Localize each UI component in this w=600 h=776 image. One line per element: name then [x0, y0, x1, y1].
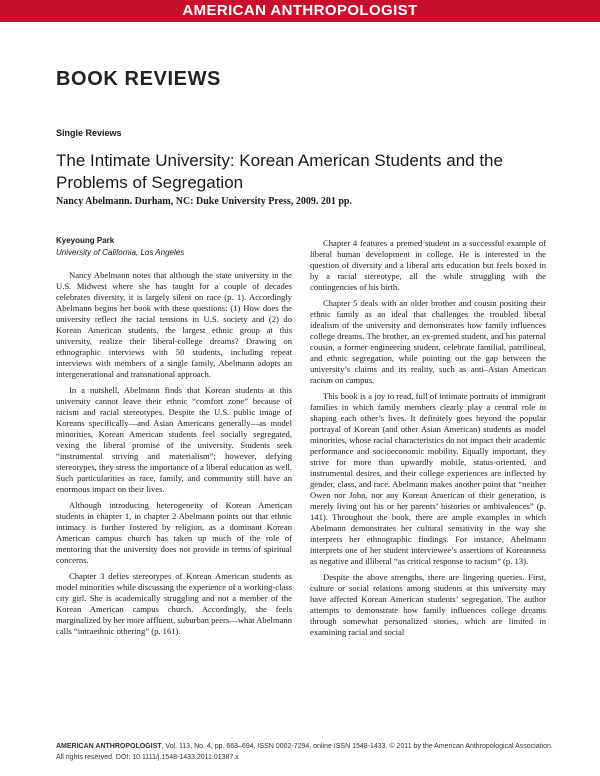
subsection-heading: Single Reviews — [56, 128, 122, 138]
reviewer-affiliation: University of California, Los Angeles — [56, 248, 185, 257]
left-column — [56, 270, 292, 642]
body-paragraph: Chapter 3 defies stereotypes of Korean American students as model minorities while discussing the experience of a working-class city girl. She is academically struggling and not a member of the Korean American campus church. Accordingly, she feels marginalized by her more affluent, suburban peers—what Abelmann calls “intraethnic othering” (p. 161). — [56, 571, 292, 636]
reviewer-name: Kyeyoung Park — [56, 236, 115, 245]
body-paragraph: Although introducing heterogeneity of Korean American students in chapter 1, in chapter 2 Abelmann points out that ethnic intimacy is further fostered by religion, as a dominant Korean American campus church has taken up much of the role of mentoring that the university does not provide in terms of spiritual concerns. — [56, 500, 292, 565]
journal-banner: AMERICAN ANTHROPOLOGIST — [0, 0, 600, 22]
section-title: BOOK REVIEWS — [56, 68, 221, 90]
page-footer — [56, 741, 556, 763]
body-paragraph: Nancy Abelmann notes that although the state university in the U.S. Midwest where she has taught for a couple of decades celebrates diversity, it is largely silent on race (p. 1). Accordingly Abelmann begins her book with these questions: (1) How does the university reflect the racial tensions in U.S. society and (2) do Korean American students, the largest ethnic group at this university, realize their liberal-college dreams? Drawing on ethnographic interviews with 50 students, including repeat interviews with members of a single family, Abelmann adopts an intergenerational and transnational approach. — [56, 270, 292, 379]
right-column — [310, 238, 546, 643]
footer-details: , Vol. 113, No. 4, pp. 663–694, ISSN 0002-7294, online ISSN 1548-1433. © 2011 by the American Anthropological Association. All rights reserved. DOI: 10.1111/j.1548-1433.2011.01387.x — [56, 743, 553, 761]
body-paragraph: Chapter 5 deals with an older brother and cousin positing their ethnic family as an ideal that challenges the troubled liberal idealism of the university and demonstrates how family influences college dreams. The brother, an ex-premed student, and his paternal cousin, a former engineering student, celebrate familial, patrilineal, and ethnic segregation, while pointing out the gap between the university’s claims and its reality, such as anti–Asian American racism on campus. — [310, 298, 546, 385]
body-paragraph: Despite the above strengths, there are lingering queries. First, culture or social relations among students at this university may have affected Korean American students’ segregation. The author attempts to demonstrate how family influences college dreams through somewhat personalized stories, which are limited in examining racial and social — [310, 572, 546, 637]
body-paragraph: In a nutshell, Abelmann finds that Korean students at this university cannot leave their ethnic “comfort zone” because of racism and racial stereotypes. Despite the U.S. public image of Koreans specifically—and Asian Americans generally—as model minorities, Korean American students feel socially segregated, vexing the liberal promise of the university. Students seek “instrumental striving and materialism”; however, defying stereotypes, they stress the importance of a liberal education as well. Such particularities as race, family, and community still have an enormous impact on their lives. — [56, 385, 292, 494]
book-citation: Nancy Abelmann. Durham, NC: Duke University Press, 2009. 201 pp. — [56, 196, 352, 207]
body-paragraph: Chapter 4 features a premed student as a successful example of liberal human development in college. He is interested in the question of diversity and a liberal arts education but feels boxed in by a racial stereotype, all the while struggling with the contingencies of his birth. — [310, 238, 546, 292]
book-title: The Intimate University: Korean American Students and the Problems of Segregation — [56, 151, 503, 192]
body-paragraph: This book is a joy to read, full of intimate portraits of immigrant families in which family members clearly play a central role in shaping each other’s lives. It definitely goes beyond the popular portrayal of Korean (and other Asian American) students as model minorities, whose racial characteristics do not impact their academic performance and socioeconomic mobility. Equally important, they strive for more than upwardly mobile, status-oriented, and instrumental desires, and their college experiences are inflected by gender, class, and race. Abelmann makes another point that “neither Owen nor John, nor any Korean American of their generation, is merely living out his or her parents’ histories or ambivalences” (p. 141). Throughout the book, there are ample examples in which Abelmann demonstrates her cultural sensitivity in the way she interprets her ethnographic findings. For instance, Abelmann interprets one of her student interviewee’s assertions of Koreanness as negative and illiberal “as critical response to racism” (p. 13). — [310, 391, 546, 566]
footer-journal: AMERICAN ANTHROPOLOGIST — [56, 743, 162, 750]
